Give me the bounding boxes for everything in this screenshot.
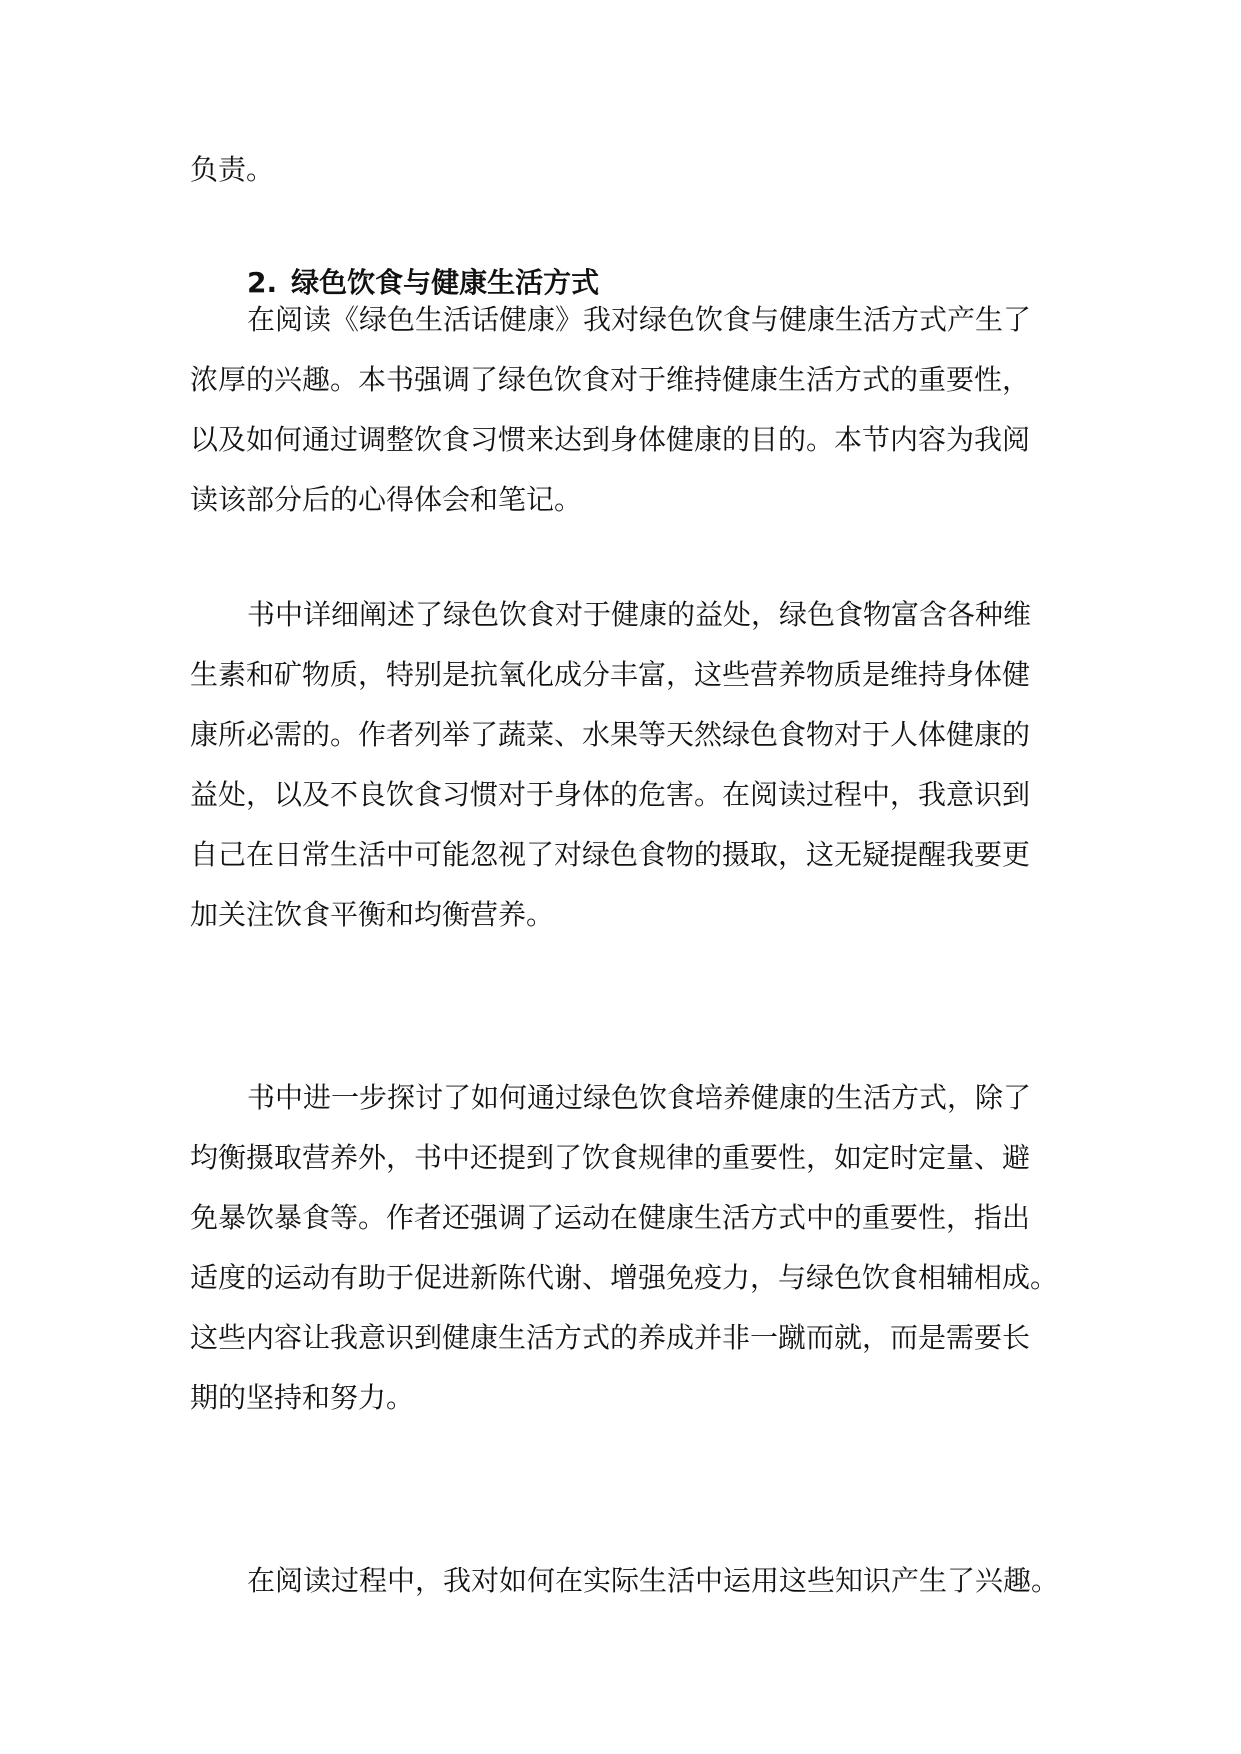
paragraph-1 [190, 290, 1052, 530]
paragraph-line: 康所必需的。作者列举了蔬菜、水果等天然绿色食物对于人体健康的 [190, 718, 1031, 751]
paragraph-line: 益处，以及不良饮食习惯对于身体的危害。在阅读过程中，我意识到 [190, 778, 1031, 811]
paragraph-line: 在阅读《绿色生活话健康》我对绿色饮食与健康生活方式产生了 [247, 303, 1032, 336]
paragraph-line: 加关注饮食平衡和均衡营养。 [190, 898, 555, 931]
section-title: 绿色饮食与健康生活方式 [291, 266, 600, 299]
paragraph-line: 书中进一步探讨了如何通过绿色饮食培养健康的生活方式，除了 [247, 1081, 1032, 1114]
paragraph-4 [190, 1551, 1060, 1611]
paragraph-line: 书中详细阐述了绿色饮食对于健康的益处，绿色食物富含各种维 [247, 598, 1032, 631]
paragraph-line: 以及如何通过调整饮食习惯来达到身体健康的目的。本节内容为我阅 [190, 423, 1031, 456]
paragraph-line: 读该部分后的心得体会和笔记。 [190, 483, 583, 516]
paragraph-line: 适度的运动有助于促进新陈代谢、增强免疫力，与绿色饮食相辅相成。 [190, 1261, 1059, 1294]
paragraph-line: 在阅读过程中，我对如何在实际生活中运用这些知识产生了兴趣。 [247, 1564, 1060, 1597]
paragraph-3 [190, 1068, 1059, 1428]
carry-over-text [190, 140, 1052, 200]
paragraph-line: 免暴饮暴食等。作者还强调了运动在健康生活方式中的重要性，指出 [190, 1201, 1031, 1234]
paragraph-line: 生素和矿物质，特别是抗氧化成分丰富，这些营养物质是维持身体健 [190, 658, 1031, 691]
paragraph-line: 均衡摄取营养外，书中还提到了饮食规律的重要性，如定时定量、避 [190, 1141, 1031, 1174]
paragraph-line: 浓厚的兴趣。本书强调了绿色饮食对于维持健康生活方式的重要性， [190, 363, 1031, 396]
paragraph-line: 自己在日常生活中可能忽视了对绿色食物的摄取，这无疑提醒我要更 [190, 838, 1031, 871]
paragraph-line: 期的坚持和努力。 [190, 1381, 415, 1414]
carry-over-line: 负责。 [190, 153, 275, 186]
paragraph-2 [190, 585, 1052, 945]
paragraph-line: 这些内容让我意识到健康生活方式的养成并非一蹴而就，而是需要长 [190, 1321, 1031, 1354]
section-number: 2. [247, 266, 278, 299]
